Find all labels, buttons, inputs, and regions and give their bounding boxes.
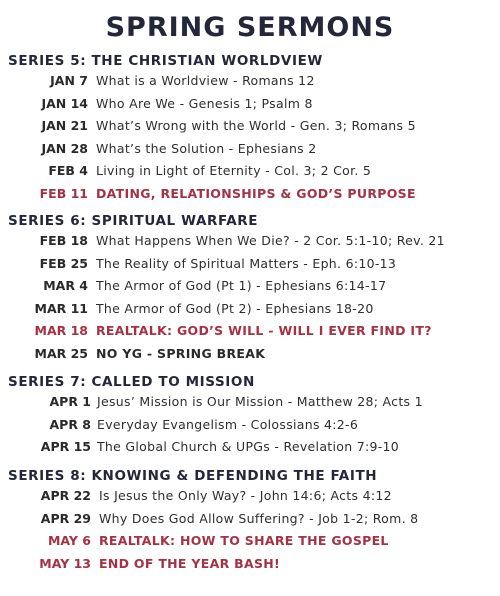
sermon-row [0, 436, 500, 459]
sermon-row [0, 115, 500, 138]
sermon-date: APR 29 [40, 510, 91, 526]
page-title: SPRING SERMONS [105, 12, 395, 43]
sermon-date: JAN 21 [41, 118, 88, 133]
sermon-topic: REALTALK: HOW TO SHARE THE GOSPEL [99, 533, 389, 548]
sermon-date: APR 22 [40, 488, 91, 503]
sermon-row [0, 508, 500, 531]
sermon-row [0, 230, 500, 253]
sermon-date: JAN 7 [50, 73, 88, 88]
sermon-row [0, 414, 500, 437]
sermon-topic: Living in Light of Eternity - Col. 3; 2 Cor. 5 [96, 163, 372, 178]
sermon-row [0, 70, 500, 93]
sermon-row [0, 160, 500, 183]
sermon-topic: What’s Wrong with the World - Gen. 3; Romans 5 [96, 118, 416, 133]
sermon-date: MAR 11 [34, 300, 88, 316]
sermon-row [0, 93, 500, 116]
sermon-row [0, 343, 500, 366]
sermon-topic: The Armor of God (Pt 2) - Ephesians 18-20 [96, 300, 374, 316]
sermon-date: FEB 25 [39, 255, 88, 271]
sermon-topic: Who Are We - Genesis 1; Psalm 8 [96, 95, 313, 111]
sermon-topic: REALTALK: GOD’S WILL - WILL I EVER FIND IT? [96, 323, 432, 338]
sermon-date: MAR 18 [34, 323, 88, 338]
sermon-topic: END OF THE YEAR BASH! [99, 555, 281, 571]
sermon-topic: Jesus’ Mission is Our Mission - Matthew 28; Acts 1 [97, 394, 423, 409]
sermon-topic: What’s the Solution - Ephesians 2 [96, 140, 317, 156]
series-7-section [0, 373, 500, 459]
sermon-topic: Why Does God Allow Suffering? - Job 1-2; Rom. 8 [99, 510, 419, 526]
sermon-date: MAY 13 [39, 555, 91, 571]
series-heading: SERIES 5: THE CHRISTIAN WORLDVIEW [8, 53, 323, 69]
sermon-date: JAN 28 [41, 140, 88, 156]
sermon-topic: The Armor of God (Pt 1) - Ephesians 6:14-17 [96, 278, 387, 293]
sermon-date: MAR 25 [34, 345, 88, 361]
sermon-date: FEB 18 [39, 233, 88, 248]
sermon-date: FEB 4 [48, 163, 88, 178]
sermon-topic: What Happens When We Die? - 2 Cor. 5:1-10; Rev. 21 [96, 233, 445, 248]
sermon-date: FEB 11 [39, 185, 88, 201]
sermon-row [0, 553, 500, 576]
sermon-row [0, 183, 500, 206]
sermon-topic: Is Jesus the Only Way? - John 14:6; Acts 4:12 [99, 488, 392, 503]
sermon-row [0, 530, 500, 553]
sermon-row [0, 275, 500, 298]
series-5-section [0, 52, 500, 205]
sermon-topic: DATING, RELATIONSHIPS & GOD’S PURPOSE [96, 185, 416, 201]
sermon-topic: Everyday Evangelism - Colossians 4:2-6 [97, 416, 359, 432]
sermon-date: JAN 14 [41, 95, 88, 111]
sermon-date: APR 1 [49, 394, 91, 409]
sermon-row [0, 320, 500, 343]
sermon-row [0, 298, 500, 321]
sermon-row [0, 485, 500, 508]
sermon-topic: The Global Church & UPGs - Revelation 7:9-10 [97, 439, 400, 454]
sermon-topic: The Reality of Spiritual Matters - Eph. 6:10-13 [96, 255, 397, 271]
sermon-date: APR 8 [49, 416, 91, 432]
sermon-date: APR 15 [40, 439, 91, 454]
sermon-row [0, 138, 500, 161]
sermon-topic: NO YG - SPRING BREAK [96, 345, 266, 361]
series-6-section [0, 212, 500, 365]
series-heading: SERIES 7: CALLED TO MISSION [8, 374, 255, 390]
sermon-date: MAY 6 [47, 533, 91, 548]
sermon-row [0, 253, 500, 276]
series-heading: SERIES 8: KNOWING & DEFENDING THE FAITH [8, 468, 378, 484]
sermon-topic: What is a Worldview - Romans 12 [96, 73, 315, 88]
sermon-row [0, 391, 500, 414]
series-heading: SERIES 6: SPIRITUAL WARFARE [8, 213, 259, 229]
series-8-section [0, 467, 500, 575]
sermon-date: MAR 4 [43, 278, 88, 293]
